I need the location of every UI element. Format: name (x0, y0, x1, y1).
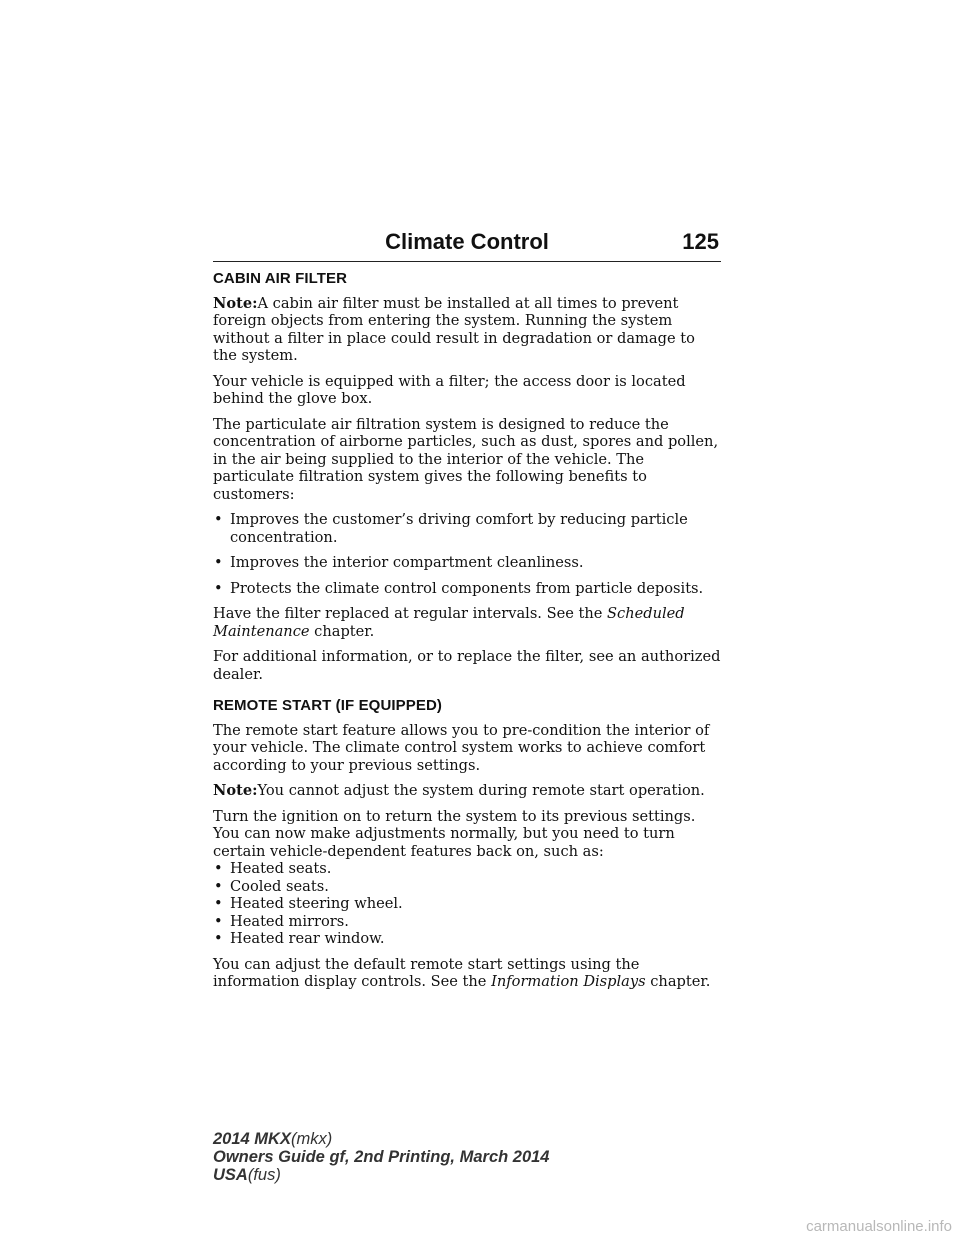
cabin-benefits-list (213, 511, 723, 597)
remote-note (213, 782, 723, 800)
list-item: • Protects the climate control components from particle deposits. (213, 580, 723, 598)
section-heading-cabin-air-filter: CABIN AIR FILTER (213, 270, 348, 287)
list-item: • Improves the interior compartment cleanliness. (213, 554, 723, 572)
footer-guide: Owners Guide gf, 2nd Printing, March 2014 (213, 1148, 550, 1166)
remote-paragraph-3 (213, 956, 723, 991)
footer-market-line (213, 1166, 550, 1184)
watermark: carmanualsonline.info (806, 1218, 952, 1235)
note-label: Note: (213, 294, 258, 312)
footer-model-line (213, 1130, 550, 1148)
paragraph-text: Have the filter replaced at regular intervals. See the (213, 605, 608, 622)
remote-paragraph-1: The remote start feature allows you to pre-condition the interior of your vehicle. The climate control system works to achieve comfort according to your previous settings. (213, 721, 710, 774)
remote-paragraph-2: Turn the ignition on to return the system to its previous settings. You can now make adjustments normally, but you need to turn certain vehicle-dependent features back on, such as: (213, 807, 696, 860)
list-item: • Cooled seats. (213, 878, 723, 896)
chapter-title: Climate Control (385, 229, 549, 254)
note-label: Note: (213, 782, 258, 799)
page-content (213, 270, 723, 999)
footer-model-code: (mkx) (290, 1130, 333, 1148)
page-footer (213, 1130, 550, 1184)
cabin-paragraph-2: The particulate air filtration system is designed to reduce the concentration of airborne particles, such as dust, spores and pollen, in the air being supplied to the interior of the vehicle. The particulate filtration system gives the following benefits to customers: (213, 415, 719, 503)
list-item: • Heated seats. (213, 860, 723, 878)
page-number: 125 (682, 229, 719, 254)
paragraph-text: chapter. (309, 622, 375, 640)
footer-market-code: (fus) (247, 1166, 281, 1184)
list-item: • Heated rear window. (213, 930, 723, 948)
paragraph-text: chapter. (645, 973, 711, 990)
list-item: • Improves the customer’s driving comfort by reducing particle concentration. (213, 511, 723, 546)
footer-model: 2014 MKX (213, 1130, 291, 1148)
cabin-paragraph-1: Your vehicle is equipped with a filter; the access door is located behind the glove box. (213, 372, 686, 407)
footer-market: USA (213, 1166, 248, 1184)
page-header (213, 228, 721, 262)
cabin-paragraph-4: For additional information, or to replace the filter, see an authorized dealer. (213, 648, 721, 683)
note-text: You cannot adjust the system during remote start operation. (257, 782, 705, 799)
list-item: • Heated mirrors. (213, 913, 723, 931)
list-item: • Heated steering wheel. (213, 895, 723, 913)
cabin-note (213, 295, 723, 365)
footer-guide-line (213, 1148, 550, 1166)
cabin-paragraph-3 (213, 605, 723, 640)
remote-features-list (213, 860, 723, 948)
section-heading-remote-start: REMOTE START (IF EQUIPPED) (213, 697, 442, 714)
paragraph-text: You can adjust the default remote start settings using the information display controls. See the (213, 955, 640, 990)
chapter-reference: Information Displays (491, 973, 646, 990)
chapter-reference: Scheduled Maintenance (213, 605, 685, 640)
note-text: A cabin air filter must be installed at all times to prevent foreign objects from entering the system. Running the system without a filter in place could result in degradation or damage to the system. (213, 294, 695, 364)
